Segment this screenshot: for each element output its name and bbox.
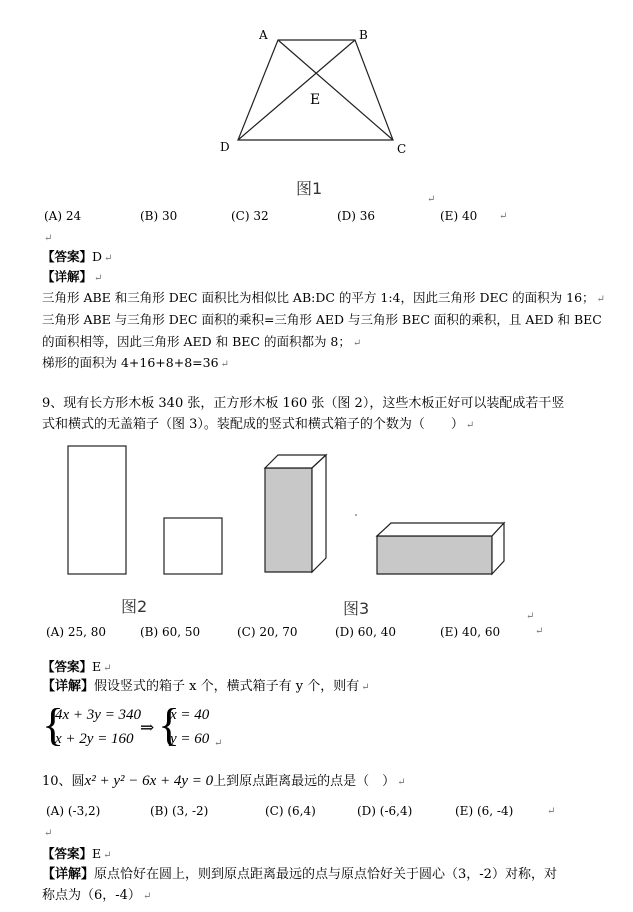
return-mark: ↵	[104, 253, 113, 264]
return-mark: ↵	[44, 233, 53, 244]
q10-option-b: (B) (3, -2)	[150, 804, 209, 818]
answer-value: E	[92, 659, 102, 674]
detail-label: 【详解】	[42, 867, 95, 882]
return-mark: ↵	[44, 828, 53, 839]
figure1-caption: 图1	[296, 179, 323, 198]
q9-option-a: (A) 25, 80	[46, 625, 107, 639]
answer-value: E	[92, 846, 102, 861]
q10-prefix: 10、圆	[42, 774, 85, 789]
return-mark: ↵	[526, 611, 535, 622]
q8-detail-line-4: 梯形的面积为 4+16+8+8=36 ↵	[42, 355, 229, 370]
q9-option-b: (B) 60, 50	[140, 625, 201, 639]
detail-text: 假设竖式的箱子 x 个，横式箱子有 y 个，则有	[94, 679, 360, 694]
return-mark: ↵	[427, 194, 436, 205]
q8-option-a: (A) 24	[44, 209, 82, 223]
return-mark: ↵	[214, 738, 223, 749]
detail-label: 【详解】	[42, 679, 95, 694]
equation-1: 4x + 3y = 340	[55, 707, 142, 723]
q8-option-d: (D) 36	[337, 209, 376, 223]
q9-stem-line-1: 9、现有长方形木板 340 张，正方形木板 160 张（图 2），这些木板正好可以装配成若干竖	[42, 396, 565, 411]
vertex-label-b: B	[359, 28, 368, 42]
q9-option-d: (D) 60, 40	[335, 625, 396, 639]
diagonal-bd	[238, 40, 355, 140]
dot	[355, 514, 357, 516]
equation-2: x + 2y = 160	[55, 731, 134, 747]
q10-answer: 【答案】E ↵	[42, 846, 112, 861]
vertex-label-d: D	[220, 140, 230, 154]
left-brace: {	[42, 699, 65, 750]
q8-option-c: (C) 32	[231, 209, 269, 223]
horizontal-box	[377, 523, 504, 574]
figure3-caption: 图3	[343, 599, 370, 618]
diagonal-ac	[278, 40, 393, 140]
answer-label: 【答案】	[42, 249, 93, 264]
q10-detail-line-2: 称点为（6，-4） ↵	[42, 888, 152, 903]
vertical-box	[265, 455, 326, 572]
vertex-label-c: C	[397, 142, 407, 156]
q10-detail-line-1: 【详解】原点恰好在圆上，则到原点距离最远的点与原点恰好关于圆心（3，-2）对称，对	[42, 867, 557, 882]
q10-option-a: (A) (-3,2)	[46, 804, 101, 818]
q10-option-e: (E) (6, -4)	[455, 804, 514, 818]
return-mark: ↵	[535, 626, 544, 637]
q8-option-b: (B) 30	[140, 209, 178, 223]
q8-detail-label	[42, 268, 102, 288]
right-brace: {	[158, 699, 181, 750]
answer-label: 【答案】	[42, 659, 93, 674]
detail-label: 【详解】	[42, 269, 93, 284]
q10-stem: 10、圆x² + y² − 6x + 4y = 0上到原点距离最远的点是（ ） ↵	[42, 773, 406, 789]
solution-1: x = 40	[170, 707, 210, 723]
q9-stem-line-2: 式和横式的无盖箱子（图 3）。装配成的竖式和横式箱子的个数为（ ） ↵	[42, 417, 475, 432]
rectangular-board	[68, 446, 126, 574]
q8-detail-line-2: 三角形 ABE 与三角形 DEC 面积的乘积=三角形 AED 与三角形 BEC 面积的乘积，且 AED 和 BEC	[42, 312, 602, 327]
figure2-caption: 图2	[121, 597, 148, 616]
q9-detail: 【详解】假设竖式的箱子 x 个，横式箱子有 y 个，则有 ↵	[42, 679, 370, 694]
implies-arrow: ⇒	[140, 718, 155, 738]
q9-answer: 【答案】E ↵	[42, 659, 112, 674]
q10-option-d: (D) (-6,4)	[357, 804, 413, 818]
q8-detail-line-1: 三角形 ABE 和三角形 DEC 面积比为相似比 AB:DC 的平方 1:4，因此三角形 DEC 的面积为 16； ↵	[42, 290, 605, 305]
vertex-label-e: E	[310, 92, 321, 108]
q10-option-c: (C) (6,4)	[265, 804, 316, 818]
square-board	[164, 518, 222, 574]
answer-label: 【答案】	[42, 846, 93, 861]
solution-2: y = 60	[170, 731, 210, 747]
return-mark: ↵	[499, 211, 508, 222]
return-mark: ↵	[547, 806, 556, 817]
return-mark: ↵	[94, 273, 103, 284]
circle-equation: x² + y² − 6x + 4y = 0	[84, 773, 214, 789]
q8-answer	[42, 248, 112, 268]
q9-option-c: (C) 20, 70	[237, 625, 298, 639]
q9-option-e: (E) 40, 60	[440, 625, 501, 639]
trapezoid-outline	[238, 40, 393, 140]
q8-option-e: (E) 40	[440, 209, 478, 223]
boxes-figure	[60, 440, 520, 590]
vertex-label-a: A	[259, 28, 268, 42]
q8-detail-line-3: 的面积相等，因此三角形 AED 和 BEC 的面积都为 8； ↵	[42, 334, 362, 349]
answer-value: D	[92, 249, 103, 264]
q10-suffix: 上到原点距离最远的点是（ ）	[213, 774, 396, 789]
